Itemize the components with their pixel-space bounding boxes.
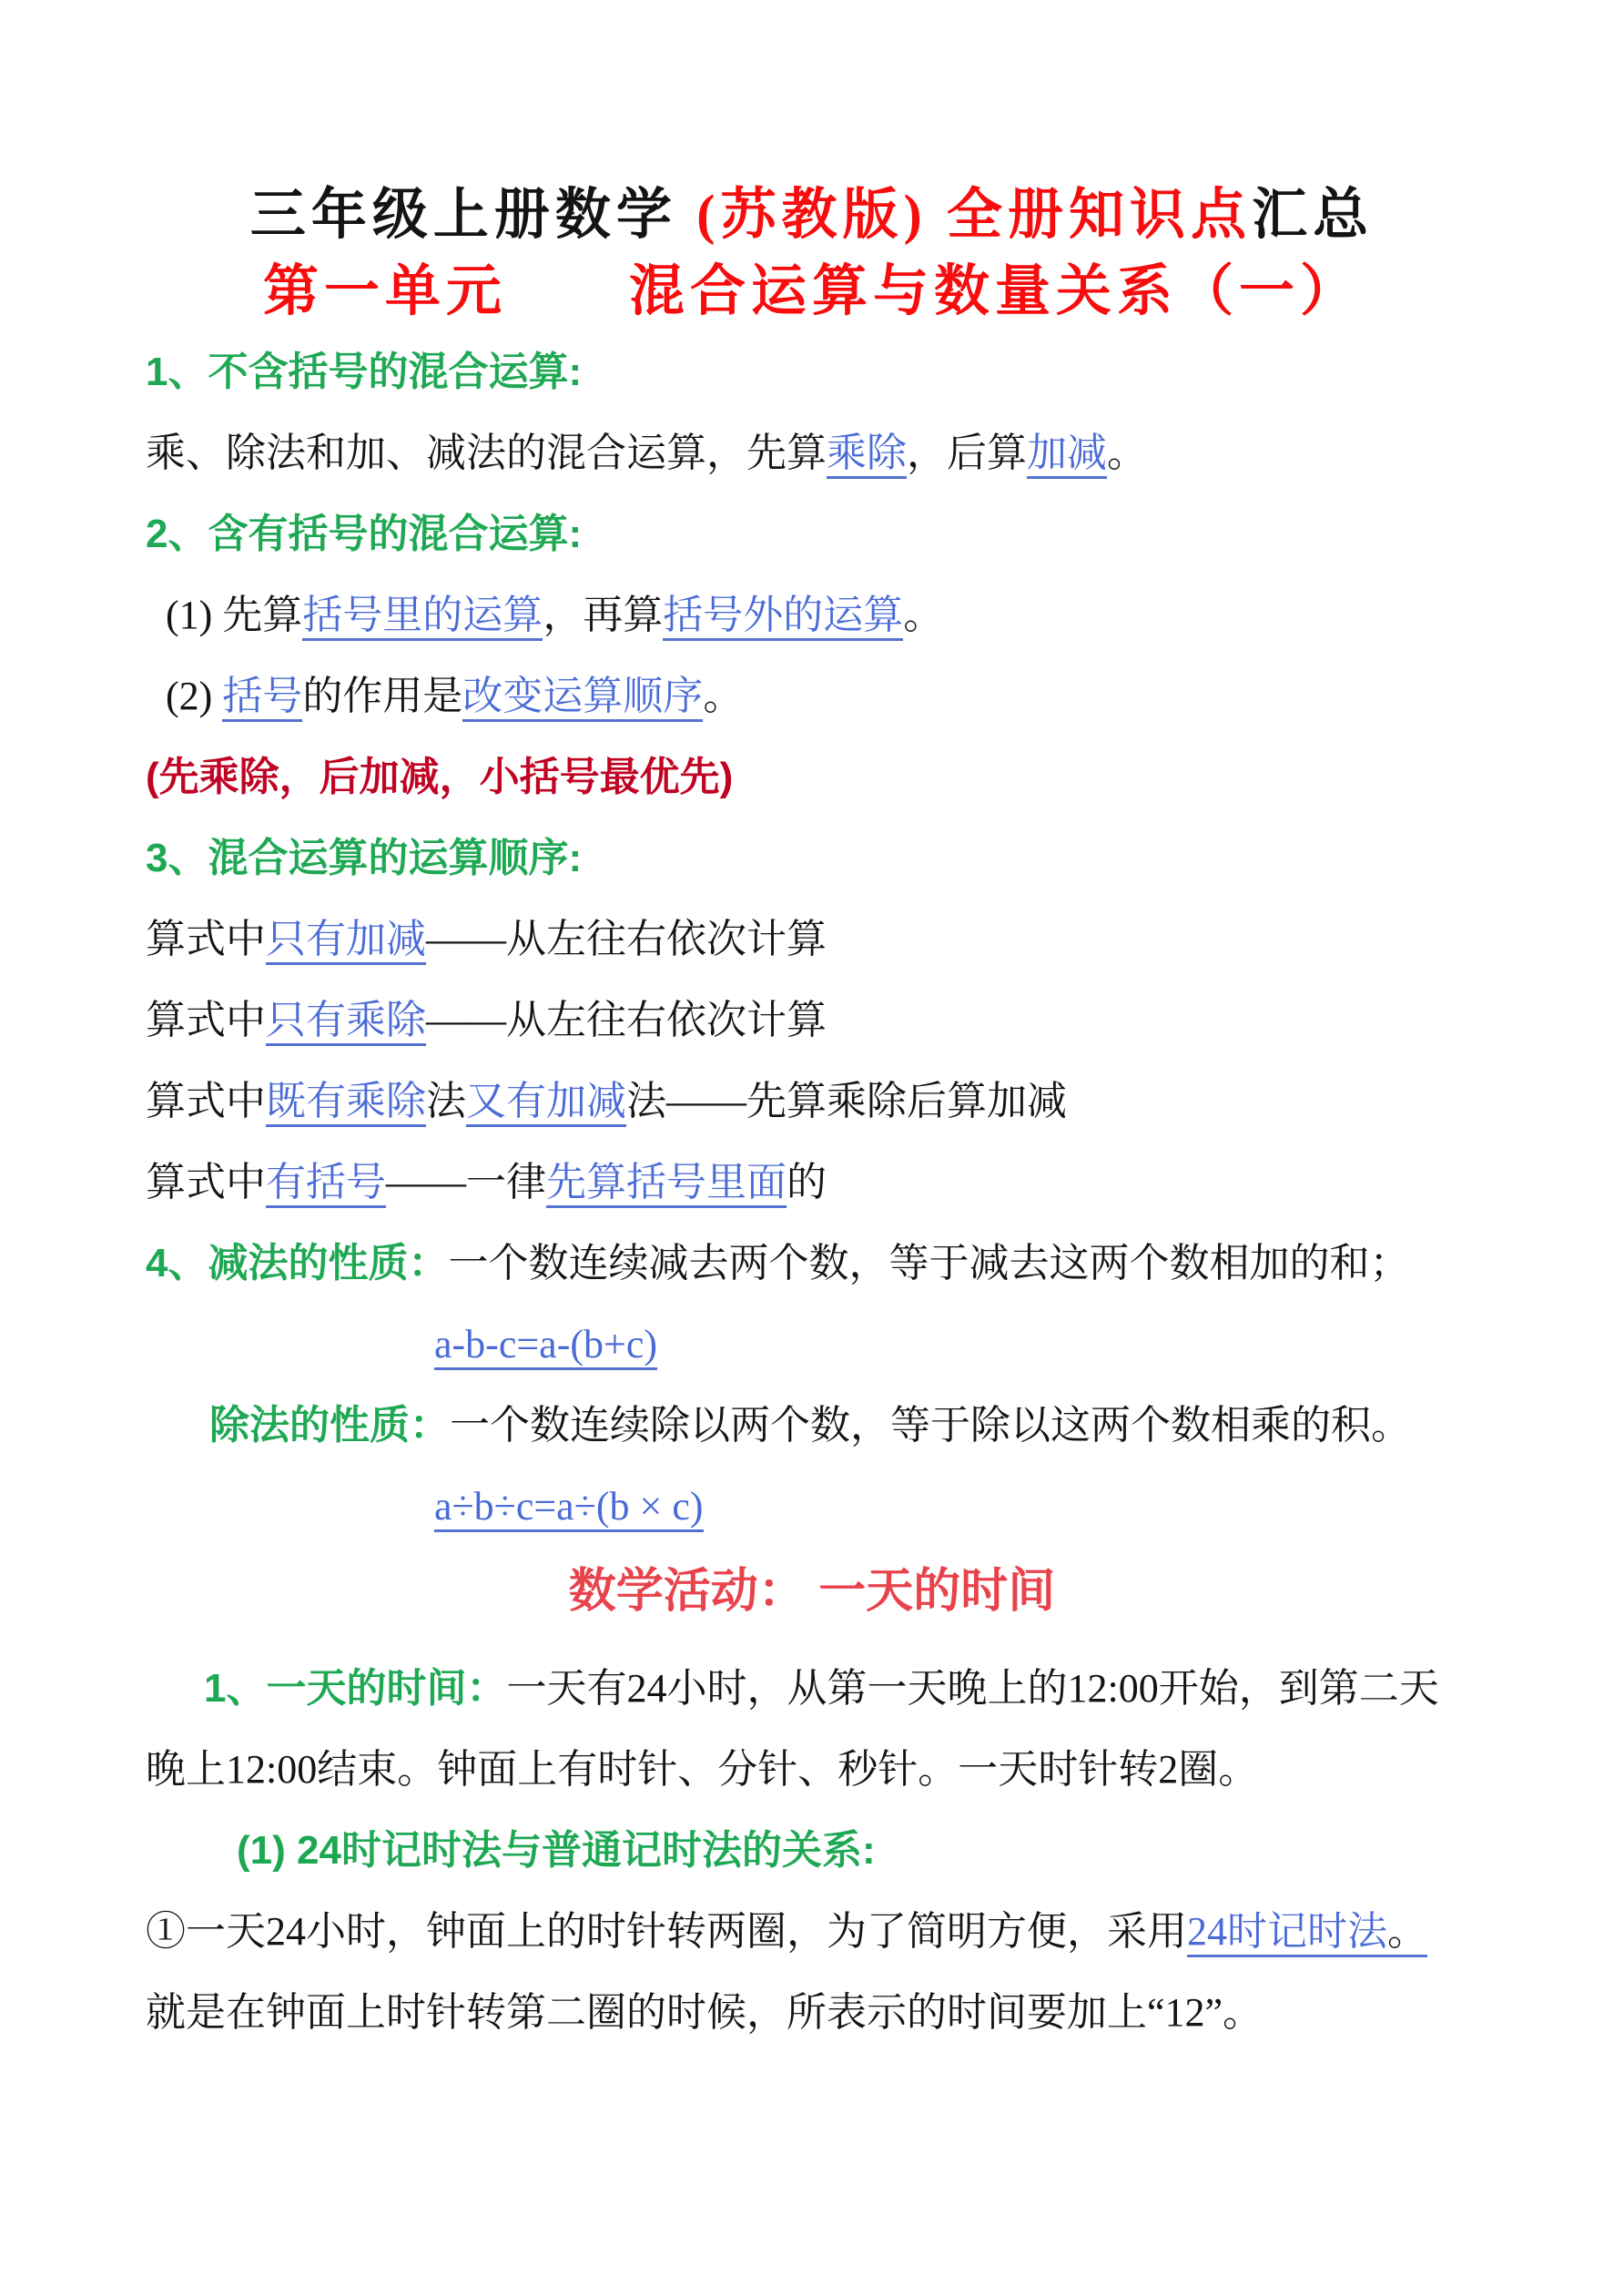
emphasis-underlined: 括号 [222,674,302,722]
emphasis-underlined: 24时记时法 [1187,1909,1387,1957]
text-seg: ，后算 [907,431,1027,475]
priority-note-text: (先乘除，后加减，小括号最优先) [146,755,734,799]
emphasis-underlined: 改变运算顺序 [462,674,703,722]
text-seg: 法——先算乘除后算加减 [626,1079,1067,1123]
text-seg: 。 [903,593,944,637]
emphasis-underlined: 加减 [1027,431,1107,479]
text-seg: 就是在钟面上时针转第二圈的时候，所表示的时间要加上“12”。 [146,1990,1264,2035]
note-24h-notation-cont [146,1990,1506,2036]
rule-with-brackets [146,1160,1506,1205]
text-seg: ——从左往右依次计算 [426,917,827,961]
emphasis-underlined: 只有加减 [266,917,426,965]
doc-title [0,182,1624,249]
section-heading-text: (1) 24时记时法与普通记时法的关系: [237,1828,876,1873]
unit-title [0,259,1624,326]
text-seg: 法 [426,1079,466,1123]
text-seg: 。 [703,674,744,718]
emphasis-underlined: 有括号 [266,1160,386,1208]
activity-heading [0,1565,1624,1619]
rule-add-sub-only [146,917,1506,962]
text-seg: ，再算 [543,593,664,637]
heading-with-brackets [146,512,1506,557]
section-heading-text: 2、含有括号的混合运算: [146,512,583,556]
title-edition-red: (苏教版) 全册知识点 [696,185,1253,246]
emphasis-underlined: 括号里的运算 [302,593,543,641]
title-text: 汇总 [1252,185,1375,246]
day-time-intro-cont [146,1747,1506,1793]
section-heading-text: 3、混合运算的运算顺序: [146,836,583,880]
title-text: 三年级上册数学 [249,185,697,246]
text-seg: 的作用是 [302,674,463,718]
text-seg: ——一律 [386,1160,546,1204]
property-division [146,1403,1506,1448]
text-seg: 晚上12:00结束。钟面上有时针、分针、秒针。一天时针转2圈。 [146,1747,1259,1792]
formula-text: a-b-c=a-(b+c) [434,1322,657,1370]
text-seg: 一个数连续减去两个数，等于减去这两个数相加的和； [448,1241,1410,1285]
text-seg: ——从左往右依次计算 [426,998,827,1042]
emphasis-underlined: 括号外的运算 [663,593,903,641]
item-brackets-first [146,593,1506,638]
emphasis-underlined: 只有乘除 [266,998,426,1046]
text-seg: 的 [787,1160,827,1204]
text-seg: 。 [1387,1909,1427,1957]
emphasis-underlined: 又有加减 [466,1079,626,1127]
item-brackets-role [146,674,1506,719]
property-label: 除法的性质： [209,1403,450,1448]
rule-mul-div-only [146,998,1506,1043]
text-seg: ①一天24小时，钟面上的时针转两圈，为了简明方便，采用 [146,1909,1187,1954]
heading-no-brackets [146,350,1506,395]
text-seg: 。 [1107,431,1147,475]
text-seg: 一个数连续除以两个数，等于除以这两个数相乘的积。 [450,1403,1411,1448]
text-seg: 乘、除法和加、减法的混合运算，先算 [146,431,827,475]
text-seg: 算式中 [146,1079,266,1123]
note-priority [146,755,1506,800]
text-seg: 算式中 [146,917,266,961]
note-24h-notation [146,1909,1506,1955]
emphasis-underlined: 乘除 [827,431,907,479]
section-heading-text: 1、不含括号的混合运算: [146,350,583,394]
rule-no-brackets [146,431,1506,476]
heading-24h-notation [146,1828,1506,1874]
formula-division [146,1484,1506,1529]
text-seg: 一天有24小时，从第一天晚上的12:00开始，到第二天 [506,1666,1439,1711]
emphasis-underlined: 既有乘除 [266,1079,426,1127]
property-subtraction [146,1241,1506,1286]
day-time-intro [146,1666,1506,1712]
emphasis-underlined: 先算括号里面 [546,1160,787,1208]
formula-subtraction [146,1322,1506,1367]
term-label: 1、一天的时间： [204,1666,507,1711]
heading-operation-order [146,836,1506,881]
text-seg: (2) [166,674,223,718]
formula-text: a÷b÷c=a÷(b × c) [434,1484,704,1532]
property-label: 4、减法的性质： [146,1241,449,1285]
unit-title-text: 第一单元 混合运算与数量关系（一） [262,261,1361,322]
text-seg: 算式中 [146,1160,266,1204]
text-seg: (1) 先算 [166,593,303,637]
activity-heading-text: 数学活动： 一天的时间 [568,1565,1056,1618]
text-seg: 算式中 [146,998,266,1042]
rule-mixed-ops [146,1079,1506,1124]
